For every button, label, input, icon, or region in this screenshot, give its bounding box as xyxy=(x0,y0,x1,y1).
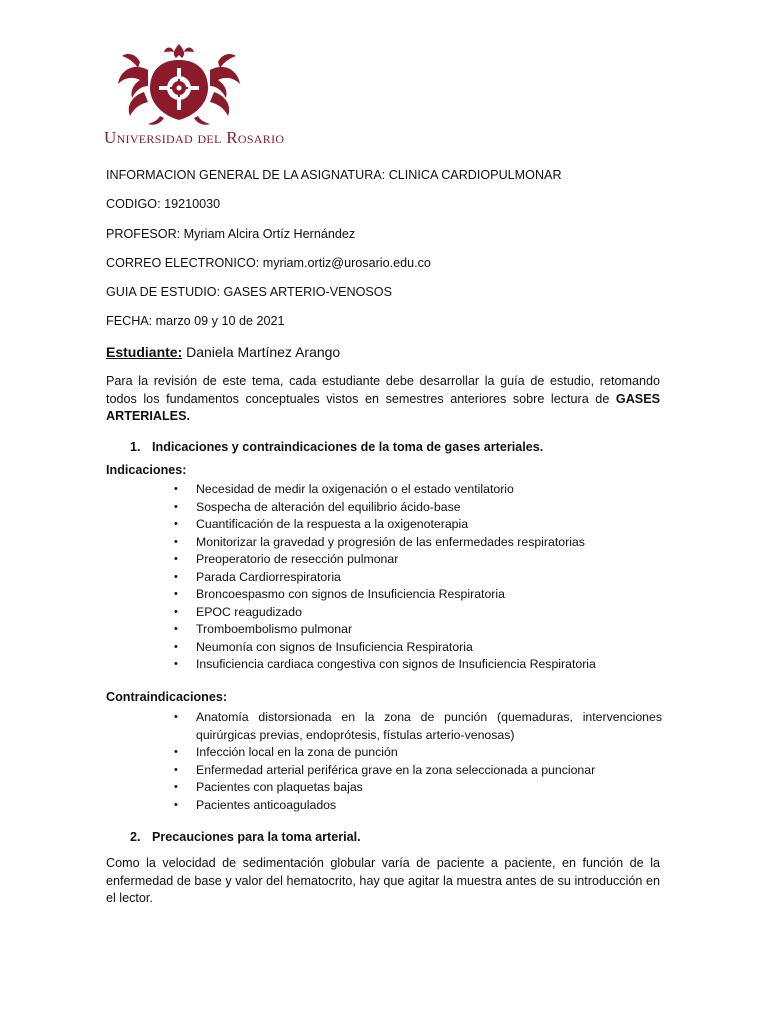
email-line: CORREO ELECTRONICO: myriam.ortiz@urosario.edu.co xyxy=(106,256,431,270)
section-2-paragraph: Como la velocidad de sedimentación globular varía de paciente a paciente, en función de la enfermedad de base y valor del hematocrito, hay que agitar la muestra antes de su introducción en el lector. xyxy=(106,856,660,905)
section-1-number: 1. xyxy=(130,440,141,454)
student-line xyxy=(106,344,340,360)
list-item: • Broncoespasmo con signos de Insuficiencia Respiratoria xyxy=(174,586,662,604)
list-item: • Pacientes anticoagulados xyxy=(174,797,662,815)
list-item: • Tromboembolismo pulmonar xyxy=(174,621,662,639)
intro-paragraph xyxy=(106,373,660,426)
list-item: • Sospecha de alteración del equilibrio ácido-base xyxy=(174,499,662,517)
list-item: • Infección local en la zona de punción xyxy=(174,744,662,762)
list-item: • Cuantificación de la respuesta a la oxigenoterapia xyxy=(174,516,662,534)
indications-label: Indicaciones: xyxy=(106,463,187,477)
list-item: • Pacientes con plaquetas bajas xyxy=(174,779,662,797)
intro-text: Para la revisión de este tema, cada estudiante debe desarrollar la guía de estudio, retomando todos los fundamentos conceptuales vistos en semestres anteriores sobre lectura de xyxy=(106,374,660,406)
section-2-heading xyxy=(130,830,361,844)
indications-list xyxy=(174,481,662,674)
course-code-line: CODIGO: 19210030 xyxy=(106,197,221,211)
section-2-title: Precauciones para la toma arterial. xyxy=(152,830,361,844)
university-wordmark: Universidad del Rosario xyxy=(104,128,285,147)
list-item: • Preoperatorio de resección pulmonar xyxy=(174,551,662,569)
section-1-heading xyxy=(130,440,543,454)
list-item: • Parada Cardiorrespiratoria xyxy=(174,569,662,587)
list-item: • Anatomía distorsionada en la zona de punción (quemaduras, intervenciones quirúrgicas previas, endoprótesis, fístulas arterio-venosas) xyxy=(174,709,662,744)
date-line: FECHA: marzo 09 y 10 de 2021 xyxy=(106,314,285,328)
list-item: • Necesidad de medir la oxigenación o el estado ventilatorio xyxy=(174,481,662,499)
contraindications-list xyxy=(174,709,662,814)
contraindications-label: Contraindicaciones: xyxy=(106,690,228,704)
list-item: • Enfermedad arterial periférica grave en la zona seleccionada a puncionar xyxy=(174,762,662,780)
list-item: • Neumonía con signos de Insuficiencia Respiratoria xyxy=(174,639,662,657)
section-2-number: 2. xyxy=(130,830,141,844)
section-1-title: Indicaciones y contraindicaciones de la toma de gases arteriales. xyxy=(152,440,544,454)
list-item: • Insuficiencia cardiaca congestiva con signos de Insuficiencia Respiratoria xyxy=(174,656,662,674)
intro-bold-text: GASES ARTERIALES. xyxy=(106,391,660,423)
list-item: • Monitorizar la gravedad y progresión de las enfermedades respiratorias xyxy=(174,534,662,552)
professor-line: PROFESOR: Myriam Alcira Ortíz Hernández xyxy=(106,227,356,241)
list-item: • EPOC reagudizado xyxy=(174,604,662,622)
student-name: Daniela Martínez Arango xyxy=(186,344,341,360)
course-info-line: INFORMACION GENERAL DE LA ASIGNATURA: CLINICA CARDIOPULMONAR xyxy=(106,168,562,182)
student-label: Estudiante: xyxy=(106,344,183,360)
crest-icon xyxy=(104,40,254,130)
study-guide-line: GUIA DE ESTUDIO: GASES ARTERIO-VENOSOS xyxy=(106,285,392,299)
